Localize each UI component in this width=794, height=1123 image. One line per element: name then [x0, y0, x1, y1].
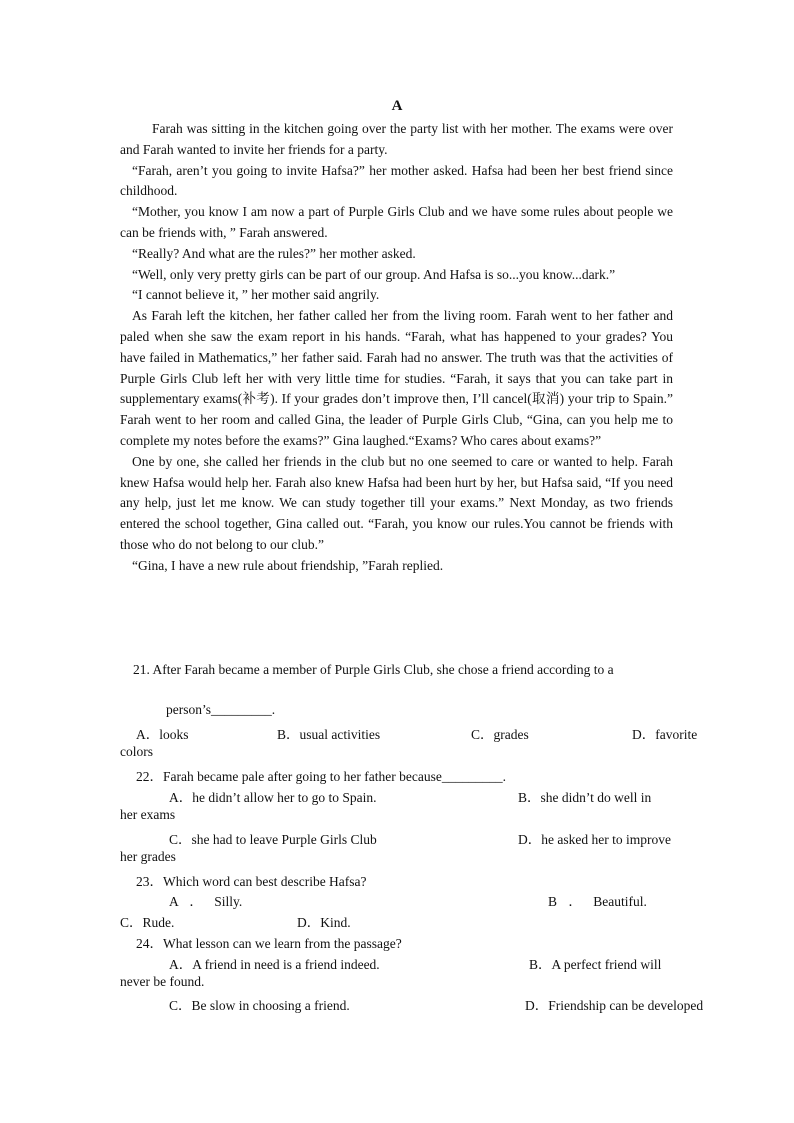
paragraph: “Farah, aren’t you going to invite Hafsa?” her mother asked. Hafsa had been her best friend since childhood.: [120, 162, 673, 199]
passage-body: [120, 119, 673, 577]
question-stem: 22．Farah became pale after going to her father because_________.: [136, 769, 506, 784]
question-stem: 24．What lesson can we learn from the passage?: [136, 936, 402, 951]
option-a: A ． Silly.: [169, 894, 243, 909]
question-stem: 21. After Farah became a member of Purple Girls Club, she chose a friend according to a: [133, 662, 614, 677]
option-a: A．he didn’t allow her to go to Spain.: [169, 790, 377, 805]
option-b: B ． Beautiful.: [548, 894, 647, 909]
option-b: B．usual activities: [277, 727, 381, 742]
option-c: C．grades: [471, 727, 529, 742]
option-c: C．she had to leave Purple Girls Club: [169, 832, 377, 847]
question-stem-continued: person’s_________.: [166, 702, 276, 717]
paragraph: “Really? And what are the rules?” her mother asked.: [132, 245, 416, 261]
option-d-continued: her grades: [120, 849, 176, 864]
option-d-continued: colors: [120, 744, 153, 759]
passage-title: A: [391, 98, 403, 114]
option-b-continued: never be found.: [120, 974, 205, 989]
question-stem: 23．Which word can best describe Hafsa?: [136, 874, 367, 889]
paragraph: “Well, only very pretty girls can be part of our group. And Hafsa is so...you know...dark.”: [132, 266, 616, 282]
option-a: A．looks: [136, 727, 189, 742]
paragraph: Farah was sitting in the kitchen going over the party list with her mother. The exams were over and Farah wanted to invite her friends for a party.: [120, 121, 673, 157]
option-c: C．Rude.: [120, 915, 175, 930]
paragraph: One by one, she called her friends in the club but no one seemed to care or wanted to help. Farah knew Hafsa would help her. Farah also knew Hafsa had been hurt by her, but Hafsa said, “If you need any help, just let me know. We can study together till your exams.” Next Monday, as two friends entered the school together, Gina called out. “Farah, you know our rules.You cannot be friends with those who do not belong to our club.”: [120, 453, 673, 552]
option-c: C．Be slow in choosing a friend.: [169, 998, 350, 1013]
option-d: D．favorite: [632, 727, 698, 742]
paragraph: As Farah left the kitchen, her father called her from the living room. Farah went to her father and paled when she saw the exam report in his hands. “Farah, what has happened to your grades? You have failed in Mathematics,” her father said. Farah had no answer. The truth was that the activities of Purple Girls Club left her with very little time for studies. “Farah, it says that you can take part in supplementary exams(补考). If your grades don’t improve then, I’ll cancel(取消) your trip to Spain.” Farah went to her room and called Gina, the leader of Purple Girls Club, “Gina, can you help me to complete my notes before the exams?” Gina laughed.“Exams? Who cares about exams?”: [120, 308, 673, 448]
paragraph: “Mother, you know I am now a part of Purple Girls Club and we have some rules about people we can be friends with, ” Farah answered.: [120, 204, 673, 240]
paragraph: “I cannot believe it, ” her mother said angrily.: [132, 287, 380, 303]
option-a: A．A friend in need is a friend indeed.: [169, 957, 380, 972]
option-b: B．she didn’t do well in: [518, 790, 652, 805]
option-b: B．A perfect friend will: [529, 957, 662, 972]
option-d: D．he asked her to improve: [518, 832, 671, 847]
paragraph: “Gina, I have a new rule about friendship, ”Farah replied.: [132, 557, 444, 573]
option-d: D．Friendship can be developed: [525, 998, 704, 1013]
option-b-continued: her exams: [120, 807, 176, 822]
option-d: D．Kind.: [297, 915, 351, 930]
